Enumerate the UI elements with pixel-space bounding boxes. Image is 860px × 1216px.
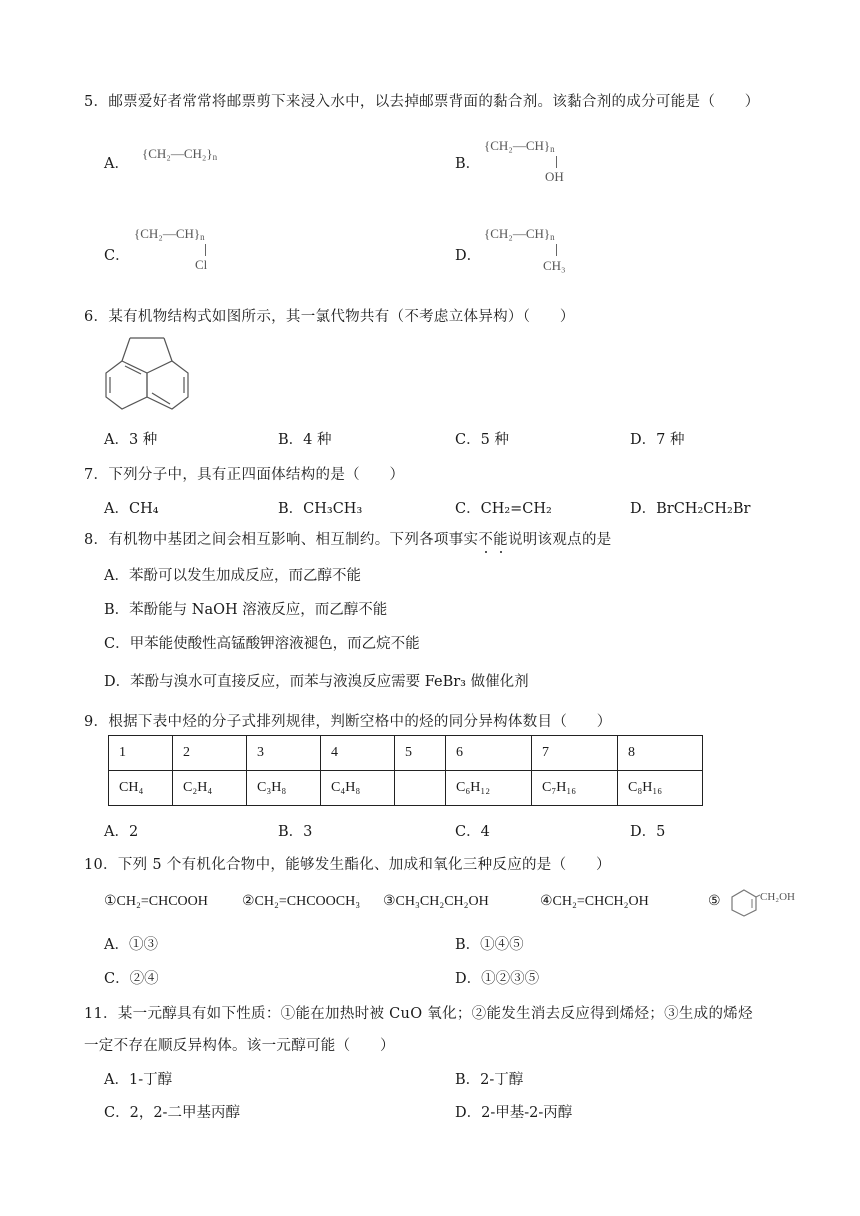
table-row-formulas (109, 771, 703, 806)
q9-option-c[interactable]: C．4 (455, 824, 490, 840)
emphasis-can: 能 (493, 532, 508, 548)
table-cell: 2 (173, 736, 247, 771)
table-row-numbers (109, 736, 703, 771)
q5-option-c-formula: {CH₂—CH} (134, 226, 201, 241)
q8-option-b[interactable]: B．苯酚能与 NaOH 溶液反应，而乙醇不能 (104, 602, 388, 618)
q10-option-b[interactable]: B．①④⑤ (455, 937, 524, 953)
q9-option-a[interactable]: A．2 (104, 824, 139, 840)
q5-option-a-label[interactable]: A． (104, 156, 129, 172)
table-cell: 7 (532, 736, 618, 771)
q5-option-b-formula: {CH₂—CH} (484, 138, 551, 153)
q7-option-b[interactable]: B．CH₃CH₃ (278, 501, 363, 517)
q10-compound-3: ③CH₃CH₂CH₂OH (383, 894, 489, 909)
table-cell: 8 (618, 736, 703, 771)
table-cell: 6 (446, 736, 532, 771)
q10-compound-2: ②CH₂=CHCOOCH₃ (242, 894, 361, 909)
hydrocarbon-table (108, 735, 703, 806)
q5-option-c-structure: $\{CH_2—CH\}_n$ (134, 226, 205, 242)
q6-option-d[interactable]: D．7 种 (630, 432, 685, 448)
q9-option-d[interactable]: D．5 (630, 824, 666, 840)
table-cell: 3 (247, 736, 321, 771)
q5-option-a-formula: {CH₂—CH₂} (142, 146, 213, 161)
benzyl-alcohol-ring-image (728, 888, 760, 918)
q10-option-c[interactable]: C．②④ (104, 971, 159, 987)
q6-option-c[interactable]: C．5 种 (455, 432, 509, 448)
q5-option-d-structure: $\{CH_2—CH\}_n$ (484, 226, 555, 242)
q5-option-b-substituent: OH (545, 169, 564, 184)
table-cell: CH₄ (109, 771, 173, 806)
q11-option-c[interactable]: C．2，2-二甲基丙醇 (104, 1105, 240, 1121)
table-cell-blank (395, 771, 446, 806)
q5-option-d-bond (556, 244, 557, 256)
q5-option-b-label[interactable]: B． (455, 156, 481, 172)
table-cell: C₇H₁₆ (532, 771, 618, 806)
q5-option-b-structure: $\{CH_2—CH\}_n$ (484, 138, 555, 154)
q11-option-d[interactable]: D．2-甲基-2-丙醇 (455, 1105, 573, 1121)
table-cell: C₃H₈ (247, 771, 321, 806)
q5-option-c-label[interactable]: C． (104, 248, 130, 264)
acenaphthene-structure-image (100, 335, 192, 413)
q7-option-a[interactable]: A．CH₄ (104, 501, 159, 517)
q10-compound-5-group: CH₂OH (760, 891, 796, 903)
table-cell: 4 (321, 736, 395, 771)
q8-option-d[interactable]: D．苯酚与溴水可直接反应，而苯与液溴反应需要 FeBr₃ 做催化剂 (104, 674, 529, 690)
emphasis-not: 不 (478, 532, 494, 548)
q7-option-c[interactable]: C．CH₂=CH₂ (455, 501, 552, 517)
table-cell: C₄H₈ (321, 771, 395, 806)
q10-stem: 10．下列 5 个有机化合物中，能够发生酯化、加成和氧化三种反应的是（ ） (84, 857, 611, 873)
table-cell: C₈H₁₆ (618, 771, 703, 806)
q8-option-a[interactable]: A．苯酚可以发生加成反应，而乙醇不能 (104, 568, 361, 584)
q5-stem: 5．邮票爱好者常常将邮票剪下来浸入水中，以去掉邮票背面的黏合剂。该黏合剂的成分可能是（ ） (84, 94, 760, 110)
table-cell: 5 (395, 736, 446, 771)
q11-stem-line2: 一定不存在顺反异构体。该一元醇可能（ ） (84, 1038, 395, 1054)
q6-stem: 6．某有机物结构式如图所示，其一氯代物共有（不考虑立体异构）（ ） (84, 309, 575, 325)
q11-option-a[interactable]: A．1-丁醇 (104, 1072, 173, 1088)
q9-stem: 9．根据下表中烃的分子式排列规律，判断空格中的烃的同分异构体数目（ ） (84, 714, 612, 730)
table-cell: C₆H₁₂ (446, 771, 532, 806)
q5-option-d-label[interactable]: D． (455, 248, 482, 264)
q10-compound-4: ④CH₂=CHCH₂OH (540, 894, 649, 909)
q8-stem: 8．有机物中基团之间会相互影响、相互制约。下列各项事实不能说明该观点的是 (84, 532, 612, 548)
q10-option-a[interactable]: A．①③ (104, 937, 158, 953)
q5-option-d-formula: {CH₂—CH} (484, 226, 551, 241)
q7-option-d[interactable]: D．BrCH₂CH₂Br (630, 501, 751, 517)
q10-compound-5-label: ⑤ (708, 894, 721, 909)
q7-stem: 7．下列分子中，具有正四面体结构的是（ ） (84, 467, 405, 483)
table-cell: 1 (109, 736, 173, 771)
q5-option-c-substituent: Cl (195, 257, 208, 272)
q5-option-b-bond (556, 156, 557, 168)
q5-option-c-bond (205, 244, 206, 256)
q10-compound-1: ①CH₂=CHCOOH (104, 894, 208, 909)
table-cell: C₂H₄ (173, 771, 247, 806)
q6-option-a[interactable]: A．3 种 (104, 432, 158, 448)
q10-option-d[interactable]: D．①②③⑤ (455, 971, 540, 987)
q9-option-b[interactable]: B．3 (278, 824, 313, 840)
q5-option-a-structure: $\{CH_2—CH_2\}_n$ (142, 146, 218, 162)
q8-option-c[interactable]: C．甲苯能使酸性高锰酸钾溶液褪色，而乙烷不能 (104, 636, 420, 652)
q11-option-b[interactable]: B．2-丁醇 (455, 1072, 524, 1088)
q5-option-d-substituent: CH₃ (543, 258, 566, 273)
q6-option-b[interactable]: B．4 种 (278, 432, 332, 448)
q11-stem-line1: 11．某一元醇具有如下性质：①能在加热时被 CuO 氧化；②能发生消去反应得到烯烃；③生成的烯烃 (84, 1006, 753, 1022)
